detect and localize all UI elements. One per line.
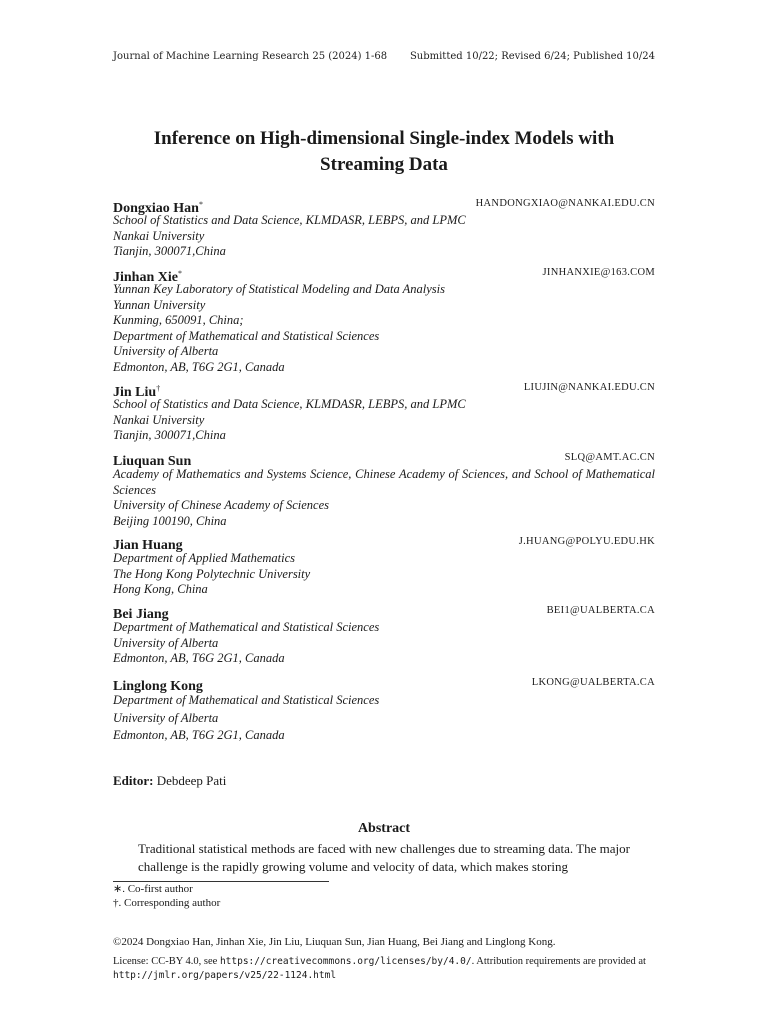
author-name: Linglong Kong [113,679,203,694]
author-name: Dongxiao Han* [113,200,203,216]
attribution-url-link[interactable]: http://jmlr.org/papers/v25/22-1124.html [113,970,337,981]
affiliation-line: Department of Mathematical and Statistical Sciences [113,620,380,634]
author-entry [113,265,655,375]
affiliation-line: University of Alberta [113,344,219,358]
author-name: Bei Jiang [113,607,169,622]
affiliation-line: University of Alberta [113,710,219,725]
affiliation-line: Tianjin, 300071,China [113,244,226,258]
affiliation-line: Edmonton, AB, T6G 2G1, Canada [113,651,285,665]
editor-line [113,773,226,789]
editor-label: Editor: [113,773,154,788]
author-email[interactable]: LIUJIN@NANKAI.EDU.CN [523,382,655,393]
affiliation-line: Tianjin, 300071,China [113,428,226,442]
license-url-link[interactable]: https://creativecommons.org/licenses/by/4.0/ [219,956,472,967]
author-email[interactable]: J.HUANG@POLYU.EDU.HK [518,536,655,547]
author-entry [113,380,655,444]
affiliation-line: Beijing 100190, China [113,513,227,528]
author-name: Liuquan Sun [113,454,192,469]
affiliation-line: Edmonton, AB, T6G 2G1, Canada [113,359,285,374]
author-mark: * [177,269,182,278]
affiliation-line: Department of Applied Mathematics [113,551,296,565]
affiliation-line: Hong Kong, China [113,582,208,596]
affiliation-line: Nankai University [113,412,205,427]
affiliation-line: University of Alberta [113,635,219,650]
affiliation-line: Nankai University [113,228,205,243]
author-name: Jian Huang [113,538,183,553]
paper-title: Inference on High-dimensional Single-index Models with Streaming Data [153,128,615,175]
license-prefix: License: CC-BY 4.0, see [113,956,220,967]
license-middle: . Attribution requirements are provided at [471,956,646,967]
submission-dates: Submitted 10/22; Revised 6/24; Published 10/24 [409,51,655,62]
affiliation-line: Department of Mathematical and Statistical Sciences [113,328,380,343]
author-email[interactable]: HANDONGXIAO@NANKAI.EDU.CN [475,198,655,209]
author-entry [113,534,655,598]
author-mark: * [198,200,203,209]
affiliation-line: Academy of Mathematics and Systems Science, Chinese Academy of Sciences, and School of Mathematical Sciences [113,467,655,497]
author-email[interactable]: JINHANXIE@163.COM [542,267,655,278]
author-name: Jinhan Xie* [113,269,182,285]
affiliation-line: Yunnan Key Laboratory of Statistical Modeling and Data Analysis [113,282,445,296]
author-name: Jin Liu† [113,384,161,400]
affiliation-line: Kunming, 650091, China; [113,313,244,327]
affiliation-line: Edmonton, AB, T6G 2G1, Canada [113,728,285,742]
affiliation-line: School of Statistics and Data Science, KLMDASR, LEBPS, and LPMC [113,213,466,227]
copyright-notice: ©2024 Dongxiao Han, Jinhan Xie, Jin Liu, Liuquan Sun, Jian Huang, Bei Jiang and Linglong Kong. [113,936,556,948]
author-mark: † [156,384,161,393]
author-entry [113,450,655,529]
author-entry [113,675,655,745]
affiliation-line: University of Chinese Academy of Sciences [113,498,330,512]
abstract-text: Traditional statistical methods are faced with new challenges due to streaming data. The major challenge is the rapidly growing volume and velocity of data, which makes storing [138,841,630,874]
author-email[interactable]: BEI1@UALBERTA.CA [546,605,655,616]
affiliation-line: School of Statistics and Data Science, KLMDASR, LEBPS, and LPMC [113,397,466,411]
author-entry [113,603,655,667]
author-email[interactable]: SLQ@AMT.AC.CN [564,452,655,463]
journal-header: Journal of Machine Learning Research 25 (2024) 1-68 [113,51,388,62]
footnote: †. Corresponding author [113,897,221,909]
affiliation-line: The Hong Kong Polytechnic University [113,566,311,581]
editor-name: Debdeep Pati [156,773,227,788]
affiliation-line: Yunnan University [113,297,206,312]
author-email[interactable]: LKONG@UALBERTA.CA [531,677,655,688]
author-entry [113,196,655,260]
abstract-heading: Abstract [357,821,411,836]
license-notice [113,955,655,983]
affiliation-line: Department of Mathematical and Statistical Sciences [113,693,380,707]
footnote: ∗. Co-first author [113,883,193,895]
